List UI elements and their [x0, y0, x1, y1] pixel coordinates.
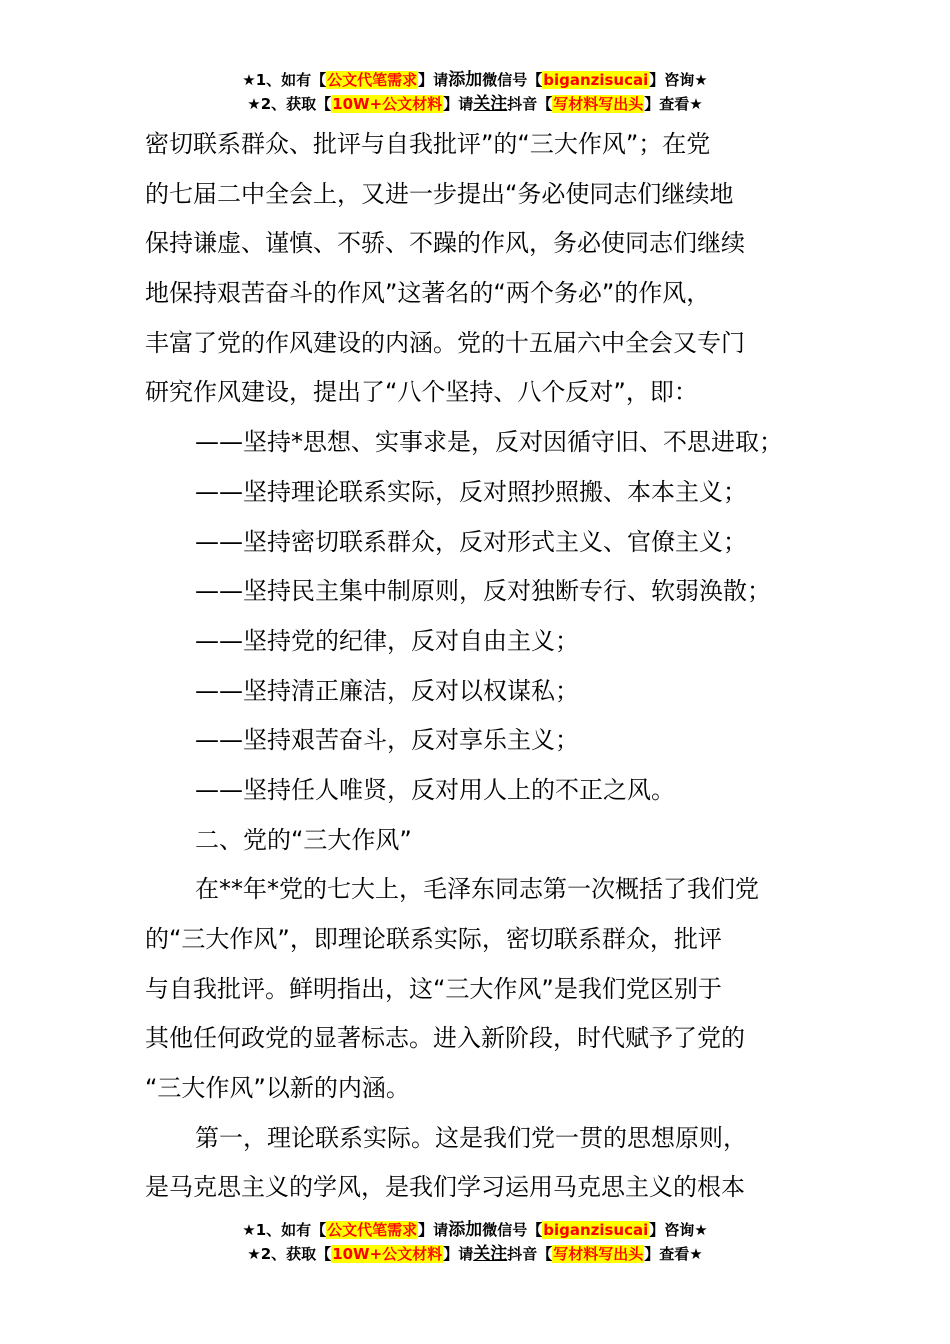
banner-highlight-materials: 10W+公文材料 — [332, 95, 443, 113]
body-line: 与自我批评。鲜明指出，这“三大作风”是我们党区别于 — [145, 974, 722, 1003]
body-line: 其他任何政党的显著标志。进入新阶段，时代赋予了党的 — [145, 1024, 745, 1053]
footer-banner-line-2 — [0, 1242, 950, 1266]
header-banner-line-1 — [0, 68, 950, 92]
footer-banner — [0, 1218, 950, 1266]
banner-text: 微信号【 — [482, 71, 543, 89]
banner-emphasis: 添加 — [448, 1220, 483, 1240]
body-line: 是马克思主义的学风，是我们学习运用马克思主义的根本 — [145, 1173, 745, 1202]
body-line: “三大作风”以新的内涵。 — [145, 1074, 410, 1103]
banner-emphasis: 关注 — [473, 1244, 508, 1264]
banner-highlight-douyin-account: 写材料写出头 — [553, 95, 644, 113]
header-banner — [0, 68, 950, 116]
body-line: 在**年*党的七大上，毛泽东同志第一次概括了我们党 — [195, 875, 759, 904]
banner-text: 微信号【 — [482, 1221, 543, 1239]
list-item-persist-oppose: ——坚持党的纪律，反对自由主义； — [195, 626, 579, 655]
banner-highlight-wechat-id: biganzisucai — [543, 71, 649, 89]
banner-text: 抖音【 — [507, 95, 553, 113]
banner-text: 】请 — [418, 1221, 449, 1239]
document-body — [145, 120, 825, 1213]
banner-text: 】请 — [443, 95, 474, 113]
section-heading: 二、党的“三大作风” — [195, 825, 412, 854]
banner-text: 】查看★ — [644, 95, 703, 113]
banner-emphasis: 关注 — [473, 94, 508, 114]
list-item-persist-oppose: ——坚持任人唯贤，反对用人上的不正之风。 — [195, 775, 675, 804]
banner-text: 】咨询★ — [649, 71, 708, 89]
list-item-persist-oppose: ——坚持密切联系群众，反对形式主义、官僚主义； — [195, 527, 747, 556]
banner-text: ★2、获取【 — [247, 1245, 332, 1263]
body-line: 丰富了党的作风建设的内涵。党的十五届六中全会又专门 — [145, 328, 745, 357]
banner-highlight-ghost-writing: 公文代笔需求 — [327, 1221, 418, 1239]
body-line: 密切联系群众、批评与自我批评”的“三大作风”；在党 — [145, 130, 711, 158]
banner-text: 抖音【 — [507, 1245, 553, 1263]
list-item-persist-oppose: ——坚持*思想、实事求是，反对因循守旧、不思进取； — [195, 428, 783, 457]
footer-banner-line-1 — [0, 1218, 950, 1242]
list-item-persist-oppose: ——坚持理论联系实际，反对照抄照搬、本本主义； — [195, 477, 747, 506]
banner-text: ★1、如有【 — [242, 1221, 327, 1239]
body-line: 保持谦虚、谨慎、不骄、不躁的作风，务必使同志们继续 — [145, 229, 745, 258]
header-banner-line-2 — [0, 92, 950, 116]
list-item-persist-oppose: ——坚持艰苦奋斗，反对享乐主义； — [195, 726, 579, 755]
banner-highlight-ghost-writing: 公文代笔需求 — [327, 71, 418, 89]
body-line: 研究作风建设，提出了“八个坚持、八个反对”，即： — [145, 378, 698, 407]
list-item-persist-oppose: ——坚持清正廉洁，反对以权谋私； — [195, 676, 579, 705]
banner-text: ★1、如有【 — [242, 71, 327, 89]
body-line: 第一，理论联系实际。这是我们党一贯的思想原则， — [195, 1123, 747, 1152]
list-item-persist-oppose: ——坚持民主集中制原则，反对独断专行、软弱涣散； — [195, 577, 771, 606]
banner-text: 】请 — [418, 71, 449, 89]
body-line: 地保持艰苦奋斗的作风”这著名的“两个务必”的作风， — [145, 279, 711, 308]
body-line: 的七届二中全会上，又进一步提出“务必使同志们继续地 — [145, 179, 734, 208]
banner-highlight-materials: 10W+公文材料 — [332, 1245, 443, 1263]
body-line: 的“三大作风”，即理论联系实际，密切联系群众，批评 — [145, 925, 722, 953]
banner-highlight-wechat-id: biganzisucai — [543, 1221, 649, 1239]
banner-emphasis: 添加 — [448, 70, 483, 90]
banner-text: ★2、获取【 — [247, 95, 332, 113]
banner-text: 】咨询★ — [649, 1221, 708, 1239]
banner-highlight-douyin-account: 写材料写出头 — [553, 1245, 644, 1263]
banner-text: 】请 — [443, 1245, 474, 1263]
banner-text: 】查看★ — [644, 1245, 703, 1263]
